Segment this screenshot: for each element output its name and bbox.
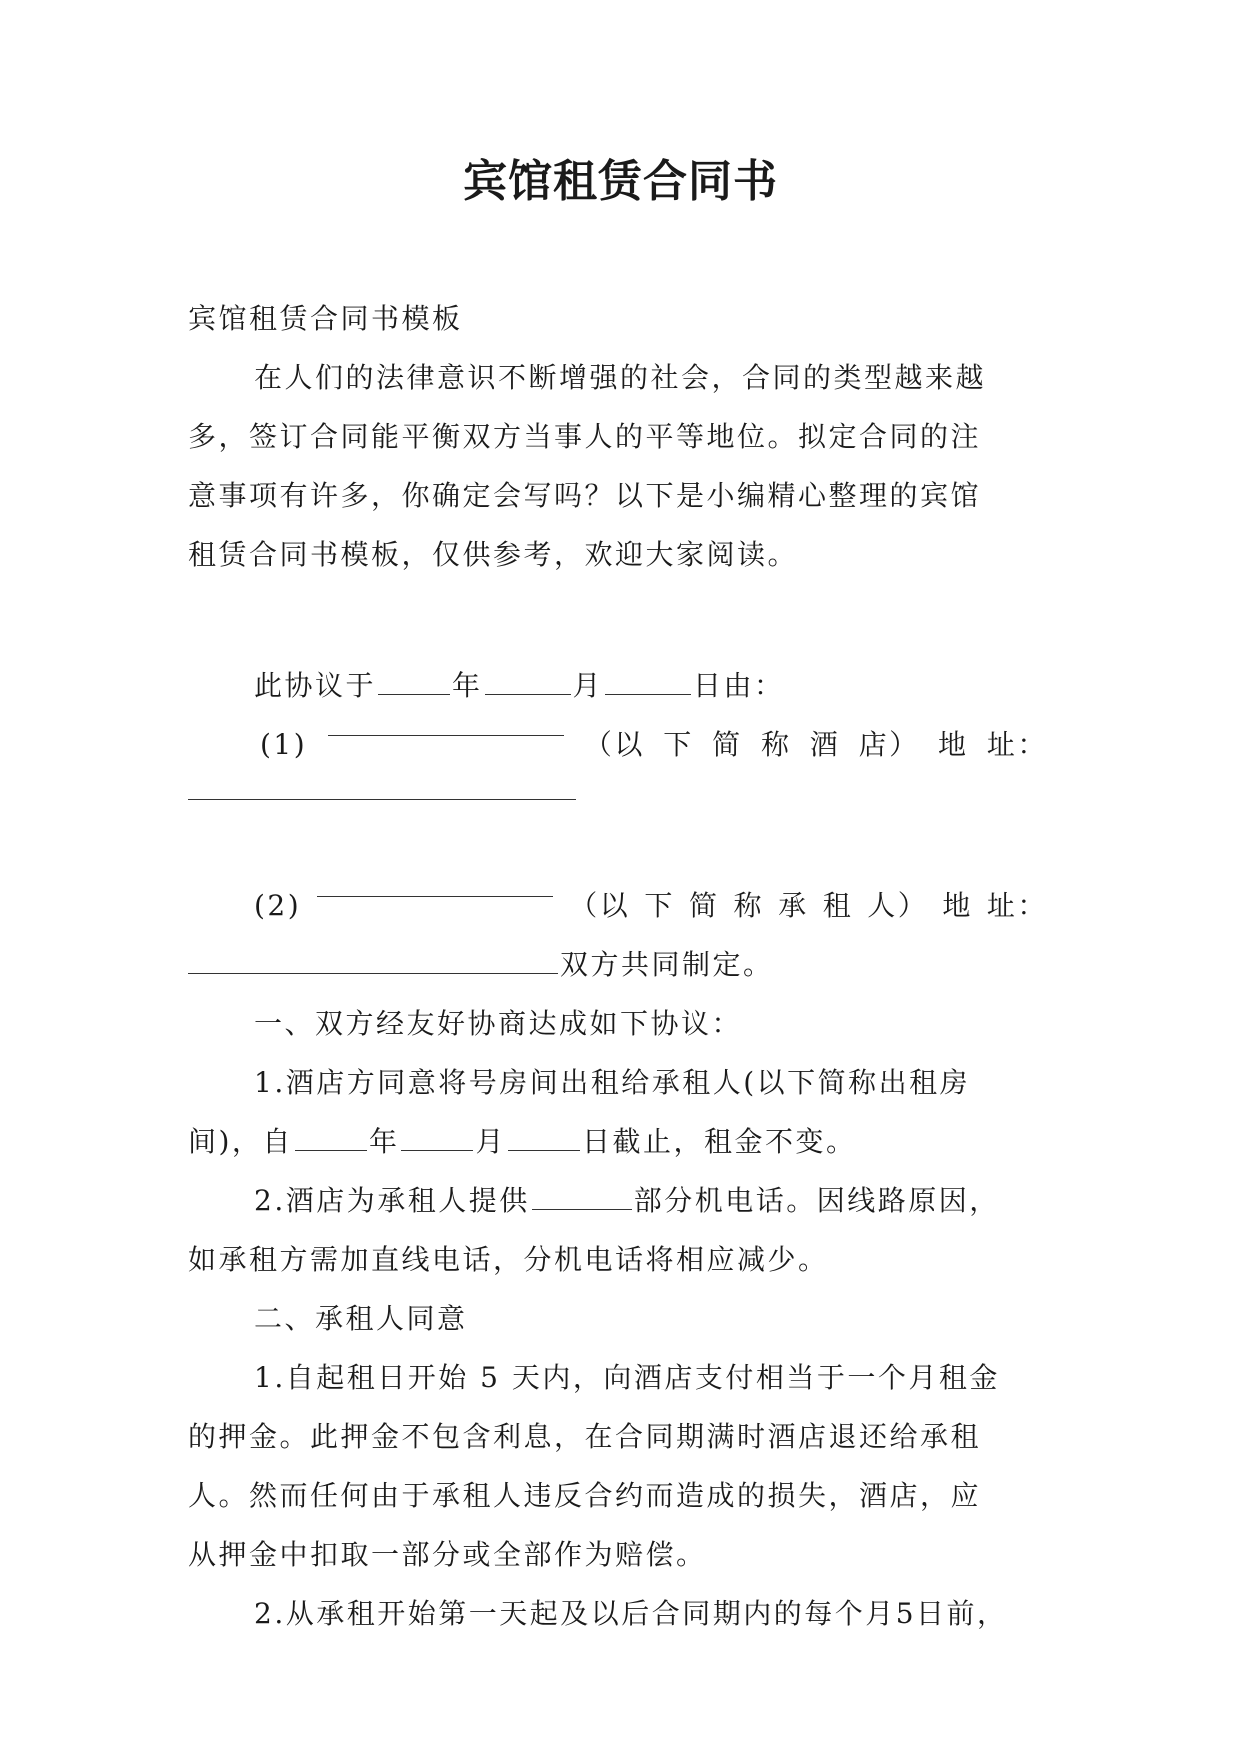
party2-address-blank[interactable] [188,953,558,974]
party2-label-char: 址： [986,889,1048,922]
document-body [188,289,1048,1643]
section2-item2-line1: 2.从承租开始第一天起及以后合同期内的每个月5日前， [254,1597,1008,1630]
section1-item1-line1: 1.酒店方同意将号房间出租给承租人(以下简称出租房 [254,1066,971,1099]
day-blank[interactable] [605,674,691,695]
party2-label-char: 承 [778,889,809,922]
party1-label-char: 简 [712,728,743,761]
paragraph-gap [188,584,1048,656]
section2-item1-line1: 1.自起租日开始 5 天内，向酒店支付相当于一个月租金 [254,1361,1000,1394]
document-subtitle: 宾馆租赁合同书模板 [188,302,463,335]
party2-address-line [188,935,1048,994]
party2-label-char: 称 [733,889,765,922]
party1-label-char: 称 [760,728,792,761]
party1-label-char: 酒 [809,728,841,761]
party2-name-blank[interactable] [317,876,553,897]
party1-address-line [188,798,1048,857]
item1-day-blank[interactable] [508,1130,580,1151]
agreement-day-label: 日由： [693,669,785,702]
year-blank[interactable] [378,674,450,695]
party1-label-char: 地 [938,728,969,761]
intro-line-2: 多，签订合同能平衡双方当事人的平等地位。拟定合同的注 [188,420,982,453]
intro-line-1: 在人们的法律意识不断增强的社会，合同的类型越来越 [254,361,987,394]
party1-label-char: 店） [858,728,920,761]
section2-item1-line4: 从押金中扣取一部分或全部作为赔偿。 [188,1538,707,1571]
agreement-month-label: 月 [572,669,604,702]
intro-line-4: 租赁合同书模板，仅供参考，欢迎大家阅读。 [188,538,799,571]
section1-item2-line1 [188,1171,1048,1230]
page-title: 宾馆租赁合同书 [463,156,778,207]
section2-item1-line2: 的押金。此押金不包含利息，在合同期满时酒店退还给承租 [188,1420,982,1453]
party2-label-char: 租 [822,889,854,922]
item1-suffix: 日截止，租金不变。 [581,1125,857,1158]
item2-prefix: 2.酒店为承租人提供 [254,1184,530,1217]
party2-label-char: 下 [644,889,675,922]
party2-closing: 双方共同制定。 [560,948,774,981]
party1-label-char: 下 [663,728,694,761]
item2-suffix: 部分机电话。因线路原因， [633,1184,1000,1217]
agreement-date-line [188,656,1048,715]
party1-name-blank[interactable] [328,715,564,736]
section1-item1-line2 [188,1112,1048,1171]
party2-label-char: 人） [867,889,929,922]
party1-line [188,715,1048,774]
section1-heading: 一、双方经友好协商达成如下协议： [254,1007,743,1040]
item1-year-label: 年 [368,1125,400,1158]
agreement-year-label: 年 [452,669,483,702]
item1-month-blank[interactable] [401,1130,473,1151]
section2-item1-line3: 人。然而任何由于承租人违反合约而造成的损失，酒店，应 [188,1479,982,1512]
section1-item2-line2: 如承租方需加直线电话，分机电话将相应减少。 [188,1243,829,1276]
item1-year-blank[interactable] [295,1130,367,1151]
agreement-prefix: 此协议于 [254,669,377,702]
party1-number: (1) [260,728,308,761]
extension-count-blank[interactable] [532,1189,632,1210]
section2-heading: 二、承租人同意 [254,1302,468,1335]
party1-label-char: 址： [986,728,1048,761]
item1-month-label: 月 [475,1125,506,1158]
party2-number: (2) [254,889,302,922]
party1-label-char: （以 [583,728,645,761]
party2-line [188,876,1048,935]
month-blank[interactable] [485,674,571,695]
party2-label-char: 简 [688,889,720,922]
party2-label-char: （以 [569,889,631,922]
item1-prefix: 间)，自 [188,1125,293,1158]
party1-address-blank[interactable] [188,798,576,800]
party2-label-char: 地 [942,889,973,922]
intro-line-3: 意事项有许多，你确定会写吗？以下是小编精心整理的宾馆 [188,479,982,512]
